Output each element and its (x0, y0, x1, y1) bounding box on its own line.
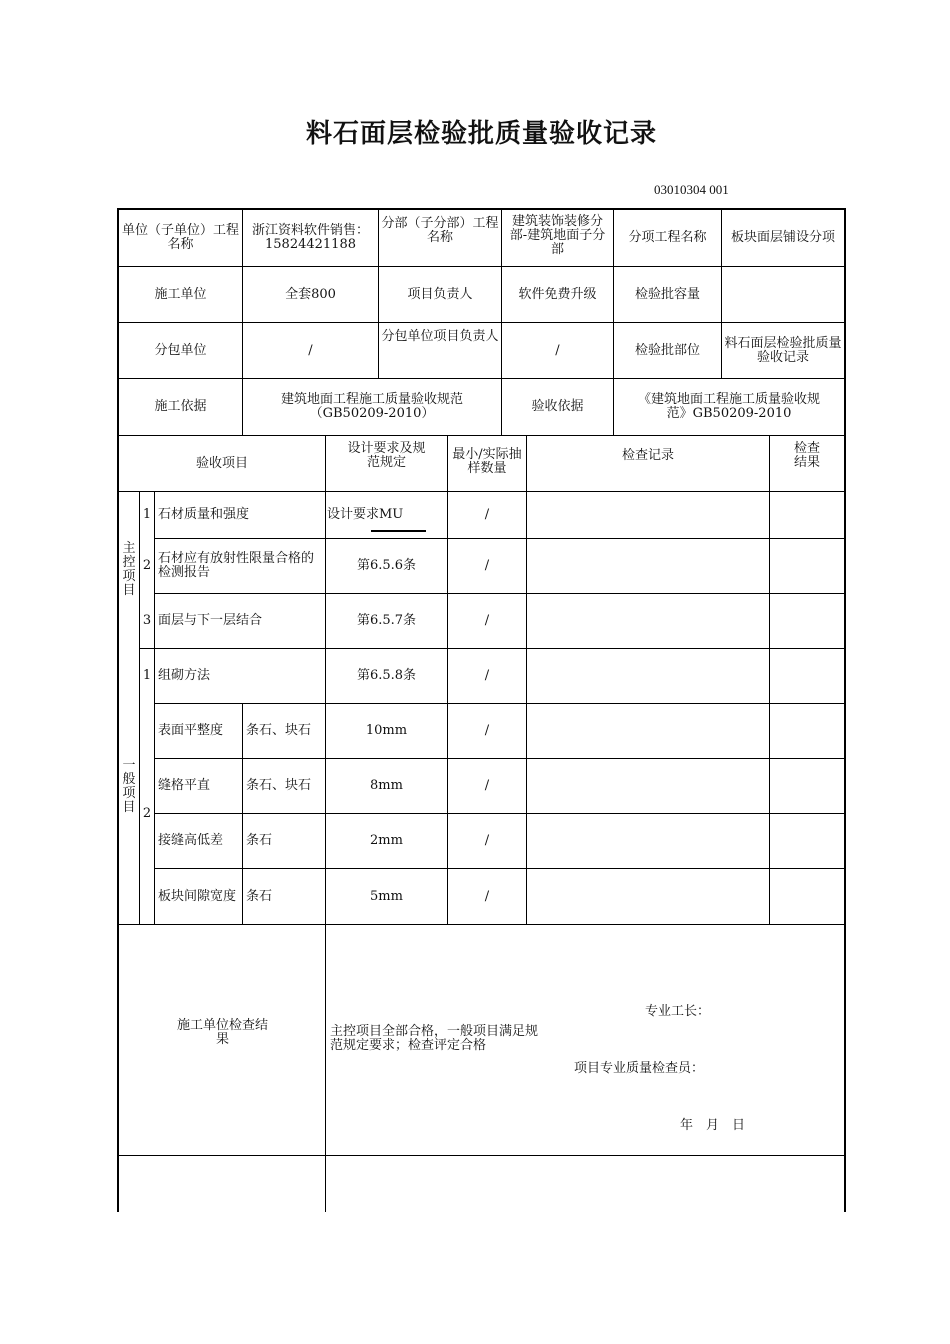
mu-underline (371, 530, 426, 532)
inspector-label: 项目专业质量检查员： (574, 1061, 705, 1076)
gen-row1-design: 第6.5.8条 (356, 668, 417, 683)
col-sampling: 最小/实际抽样数量 (452, 447, 522, 476)
division-label: 分部（子分部）工程名称 (381, 216, 499, 245)
grid-line (526, 435, 527, 924)
gen-sub2-sample: / (484, 778, 490, 793)
gen-sub1-sample: / (484, 723, 490, 738)
mc-row2-sample: / (484, 558, 490, 573)
mc-row1-no: 1 (142, 507, 152, 522)
part-label: 检验批部位 (634, 342, 700, 358)
gen-sub4-sample: / (484, 888, 490, 904)
col-result: 检查结果 (793, 441, 820, 470)
subitem-label: 分项工程名称 (628, 229, 707, 245)
capacity-label: 检验批容量 (634, 286, 700, 302)
gen-sub4-name: 板块间隙宽度 (158, 888, 237, 904)
division-value: 建筑装饰装修分部-建筑地面子分部 (509, 214, 606, 257)
part-value: 料石面层检验批质量验收记录 (724, 335, 842, 365)
mc-row1-sample: / (484, 507, 490, 522)
mc-row3-sample: / (484, 613, 490, 628)
mc-row1-name: 石材质量和强度 (158, 507, 250, 522)
main-control-cell (119, 492, 139, 648)
mc-row2-design: 第6.5.6条 (356, 558, 417, 573)
gen-sub2-name: 缝格平直 (158, 778, 211, 793)
general-cell (119, 649, 139, 924)
mc-row3-no: 3 (142, 613, 152, 628)
accept-basis-value: 《建筑地面工程施工质量验收规范》GB50209-2010 (637, 392, 820, 421)
page-title: 料石面层检验批质量验收记录 (305, 119, 657, 149)
grid-line (117, 1155, 846, 1156)
unit-label: 单位（子单位）工程名称 (121, 222, 239, 252)
gen-row1-no: 1 (142, 668, 152, 683)
mc-row3-design: 第6.5.7条 (356, 613, 417, 628)
gen-row1-sample: / (484, 668, 490, 683)
basis-label: 施工依据 (154, 399, 207, 414)
main-control-label: 主控项目 (122, 541, 136, 598)
sub-pm-label: 分包单位项目负责人 (381, 329, 499, 344)
gen-row1-name: 组砌方法 (158, 668, 211, 683)
foreman-label: 专业工长： (645, 1004, 711, 1019)
date-label: 年 月 日 (680, 1118, 746, 1133)
mc-row2-name: 石材应有放射性限量合格的检测报告 (158, 551, 315, 580)
gen-sub1-name: 表面平整度 (158, 723, 224, 738)
col-record: 检查记录 (621, 448, 674, 463)
subcontractor-label: 分包单位 (154, 342, 207, 358)
result-text: 主控项目全部合格，一般项目满足规范规定要求；检查评定合格 (330, 1024, 539, 1053)
accept-basis-label: 验收依据 (531, 399, 584, 414)
mc-row2-no: 2 (142, 558, 152, 573)
gen-sub3-name: 接缝高低差 (158, 833, 224, 848)
grid-line (117, 924, 846, 925)
gen-sub4-type: 条石 (246, 888, 273, 904)
col-design: 设计要求及规范规定 (347, 441, 426, 470)
subcontractor-value: / (308, 342, 313, 358)
form-code: 03010304 001 (654, 182, 729, 197)
result-label: 施工单位检查结果 (177, 1018, 269, 1047)
basis-value: 建筑地面工程施工质量验收规范（GB50209-2010） (280, 392, 463, 421)
gen-sub2-design: 8mm (370, 778, 403, 793)
gen-sub3-sample: / (484, 833, 490, 848)
sub-pm-value: / (555, 342, 560, 358)
capacity-value (722, 267, 844, 322)
pm-value: 软件免费升级 (518, 286, 597, 302)
contractor-value: 全套800 (285, 286, 336, 302)
gen-sub3-type: 条石 (246, 833, 273, 848)
mc-row3-name: 面层与下一层结合 (158, 613, 263, 628)
gen-sub4-design: 5mm (370, 888, 403, 904)
gen-sub1-type: 条石、块石 (246, 723, 312, 738)
subitem-value: 板块面层铺设分项 (730, 229, 835, 245)
col-item: 验收项目 (195, 455, 248, 471)
general-label: 一般项目 (122, 757, 136, 815)
gen-sub1-design: 10mm (365, 723, 408, 738)
contractor-label: 施工单位 (154, 286, 207, 302)
unit-value: 浙江资料软件销售：15824421188 (251, 222, 369, 252)
gen-row2-no: 2 (142, 806, 152, 821)
pm-label: 项目负责人 (407, 286, 473, 302)
mc-row1-design: 设计要求MU (327, 507, 404, 522)
gen-sub3-design: 2mm (370, 833, 403, 848)
grid-line (769, 435, 770, 924)
gen-sub2-type: 条石、块石 (246, 778, 312, 793)
